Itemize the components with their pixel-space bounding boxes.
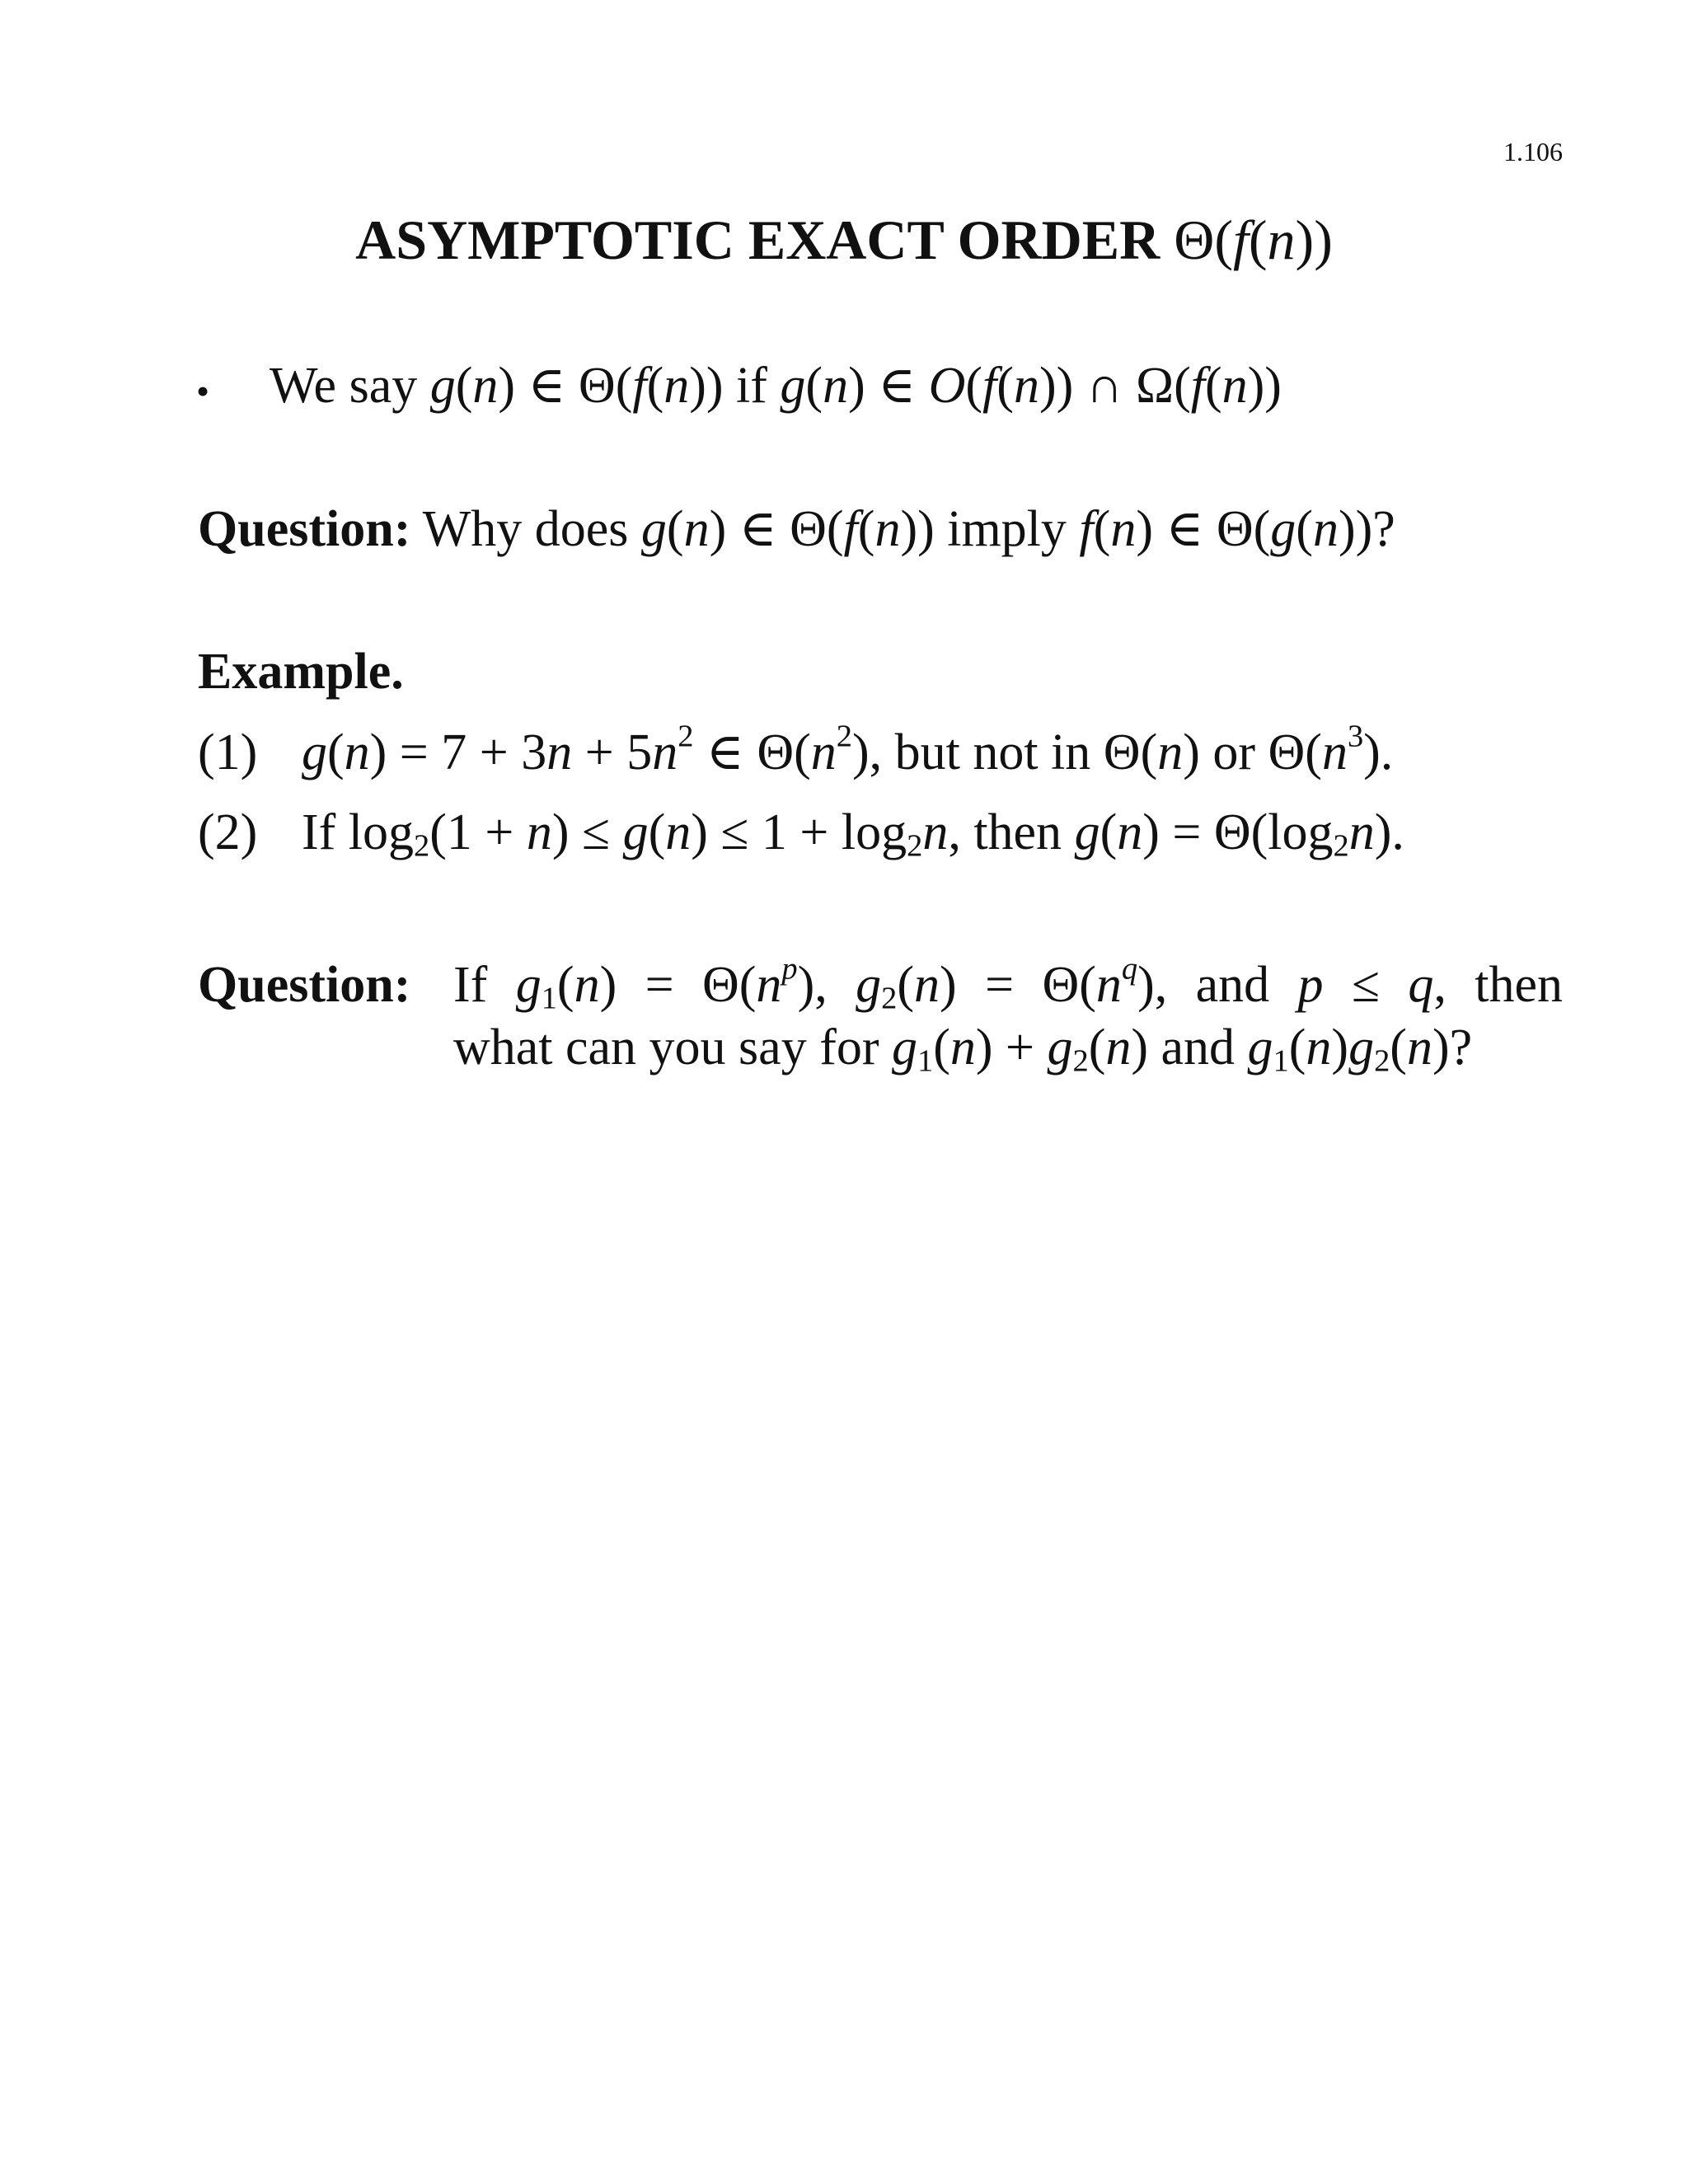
title-text: ASYMPTOTIC EXACT ORDER [355, 209, 1160, 271]
example-item-2 [198, 804, 1404, 862]
title-math: Θ(f(n)) [1174, 209, 1333, 271]
question-2-label: Question: [198, 957, 411, 1013]
question-1-label: Question: [198, 501, 411, 557]
example-item-2-text: If $\log_2(1 + n) \le g(n) \le 1 + \log_2n$, then $g(n) = \Theta(\log_2n)$. [302, 804, 1404, 864]
example-item-2-number: (2) [198, 804, 258, 860]
definition-text: We say g(n) ∈ Θ(f(n)) if g(n) ∈ O(f(n)) ∩ Ω(f(n)) [270, 358, 1282, 414]
example-item-1-text: $g(n) = 7 + 3n + 5n^2$ ∈ $\Theta(n^2)$, but not in Θ(n) or $\Theta(n^3)$. [302, 719, 1394, 780]
question-2-line-1: If $g_1(n)$ = $\Theta(n^p)$, $g_2(n)$ = $\Theta(n^q)$, and p ≤ q, then [453, 951, 1563, 1016]
question-1-text: Why does g(n) ∈ Θ(f(n)) imply f(n) ∈ Θ(g(n))? [422, 501, 1395, 557]
question-1 [198, 498, 1395, 559]
example-item-1 [198, 721, 1393, 782]
page-title [0, 208, 1688, 273]
question-2-line-2: what can you say for $g_1(n) + g_2(n)$ and $g_1(n)g_2(n)$? [453, 1019, 1473, 1079]
page-number: 1.106 [1503, 137, 1563, 166]
example-item-1-number: (1) [198, 724, 258, 780]
bullet-icon: • [196, 370, 210, 412]
example-heading: Example. [198, 644, 404, 700]
